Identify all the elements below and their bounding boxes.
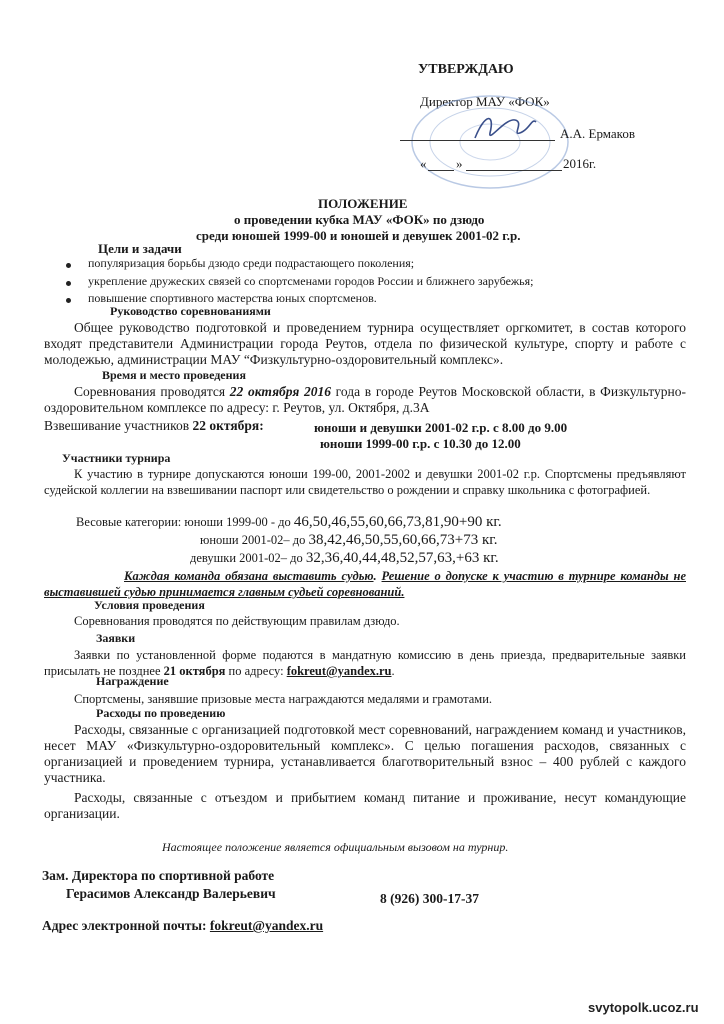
time-place-text	[44, 384, 686, 416]
weighin-label: Взвешивание участников	[44, 418, 193, 433]
participants-text: К участию в турнире допускаются юноши 199-00, 2001-2002 и девушки 2001-02 г.р. Спортсмены предъявляют судейской коллегии на взвешивании паспорт или свидетельство о рождении и справку школьника с фотографией.	[44, 467, 686, 497]
weight-group: юноши 2001-02– до	[200, 533, 309, 547]
signature-line	[400, 140, 555, 141]
weighin-row	[44, 418, 264, 434]
weighin-date: 22 октября:	[192, 418, 264, 433]
weight-values: 32,36,40,44,48,52,57,63,+63 кг.	[305, 550, 499, 566]
date-year: 2016г.	[563, 156, 597, 171]
weight-row	[76, 514, 502, 531]
site-watermark: svytopolk.ucoz.ru	[588, 1000, 699, 1015]
weight-values: 38,42,46,50,55,60,66,73+73 кг.	[308, 532, 498, 548]
weight-row	[190, 550, 499, 567]
applications-text-2: по адресу:	[225, 664, 287, 678]
time-place-text-before: Соревнования проводятся	[74, 384, 230, 399]
weights-label: Весовые категории:	[76, 515, 185, 529]
competition-date: 22 октября 2016	[229, 384, 331, 399]
expenses-text-2: Расходы, связанные с отъездом и прибытием команд питание и проживание, несут командующие организации.	[44, 790, 686, 821]
applications-text-1: Заявки по установленной форме подаются в мандатную комиссию в день приезда, предварительные заявки присылать не позднее	[44, 648, 686, 678]
awards-text: Спортсмены, занявшие призовые места награждаются медалями и грамотами.	[74, 692, 493, 706]
conditions-text: Соревнования проводятся по действующим правилам дзюдо.	[74, 614, 400, 628]
email-row	[42, 918, 323, 934]
management-heading: Руководство соревнованиями	[110, 304, 271, 318]
applications-end: .	[391, 664, 395, 678]
applications-email-link[interactable]: fokreut@yandex.ru	[286, 664, 392, 678]
management-text: Общее руководство подготовкой и проведением турнира осуществляет оргкомитет, в состав которого входят представители Администрации города Реутов, отдела по физической культуре, спорту и работе с молодежью, администрации МАУ “Физкультурно-оздоровительный комплекс».	[44, 320, 686, 367]
approval-signatory: А.А. Ермаков	[560, 126, 635, 141]
bullet-icon	[66, 298, 71, 303]
weight-group: юноши 1999-00 - до	[184, 515, 294, 529]
expenses-text-1: Расходы, связанные с организацией подготовкой мест соревнований, награждением команд и участников, несет МАУ «Физкультурно-оздоровительный комплекс». С целью погашения расходов, связанных с организацией и проведением турнира, устанавливается благотворительный взнос – 400 рублей с каждого участника.	[44, 722, 686, 785]
awards-heading: Награждение	[96, 674, 169, 688]
bullet-icon	[66, 281, 71, 286]
doc-subtitle-2: среди юношей 1999-00 и юношей и девушек 2001-02 г.р.	[196, 228, 521, 243]
expenses-heading: Расходы по проведению	[96, 706, 226, 720]
goal-item: повышение спортивного мастерства юных спортсменов.	[88, 291, 377, 305]
time-place-text-after: года в городе Реутов Московской области, в Физкультурно-оздоровительном комплексе по адресу: г. Реутов, ул. Октября, д.3А	[44, 384, 686, 415]
signature	[470, 108, 540, 148]
email-label: Адрес электронной почты:	[42, 918, 210, 933]
official-note: Настоящее положение является официальным вызовом на турнир.	[162, 840, 509, 854]
weighin-line-1: юноши и девушки 2001-02 г.р. с 8.00 до 9.00	[314, 420, 568, 435]
weight-row	[200, 532, 497, 549]
conditions-heading: Условия проведения	[94, 598, 205, 612]
weight-group: девушки 2001-02– до	[190, 551, 306, 565]
applications-deadline: 21 октября	[163, 664, 226, 678]
weight-values: 46,50,46,55,60,66,73,81,90+90 кг.	[293, 514, 502, 530]
goal-item: популяризация борьбы дзюдо среди подрастающего поколения;	[88, 256, 415, 270]
judge-notice-1: Каждая команда обязана выставить судью	[124, 569, 374, 583]
approval-title: УТВЕРЖДАЮ	[418, 62, 514, 77]
weighin-line-2: юноши 1999-00 г.р. с 10.30 до 12.00	[320, 436, 521, 451]
date-quote-close: »	[456, 156, 463, 171]
deputy-title: Зам. Директора по спортивной работе	[42, 868, 275, 883]
approval-position: Директор МАУ «ФОК»	[420, 94, 550, 109]
doc-subtitle-1: о проведении кубка МАУ «ФОК» по дзюдо	[234, 212, 485, 227]
date-day-line	[428, 170, 454, 171]
goals-heading: Цели и задачи	[98, 241, 182, 256]
date-month-line	[466, 170, 562, 171]
date-quote-open: «	[420, 156, 427, 171]
deputy-phone: 8 (926) 300-17-37	[380, 891, 479, 906]
participants-heading: Участники турнира	[62, 451, 171, 465]
deputy-name: Герасимов Александр Валерьевич	[66, 886, 276, 901]
judge-notice-2: Решение о допуске к участию в турнире команды не выставившей судью принимается главным судьей соревнований.	[44, 569, 686, 599]
time-place-heading: Время и место проведения	[102, 368, 246, 382]
footer-email-link[interactable]: fokreut@yandex.ru	[209, 918, 324, 933]
applications-heading: Заявки	[96, 631, 136, 645]
judge-notice: Каждая команда обязана выставить судью. Решение о допуске к участию в турнире команды не выставившей судью принимается главным судьей соревнований.	[44, 569, 686, 599]
goal-item: укрепление дружеских связей со спортсменами городов России и ближнего зарубежья;	[88, 274, 534, 288]
bullet-icon	[66, 263, 71, 268]
doc-title: ПОЛОЖЕНИЕ	[318, 196, 408, 211]
